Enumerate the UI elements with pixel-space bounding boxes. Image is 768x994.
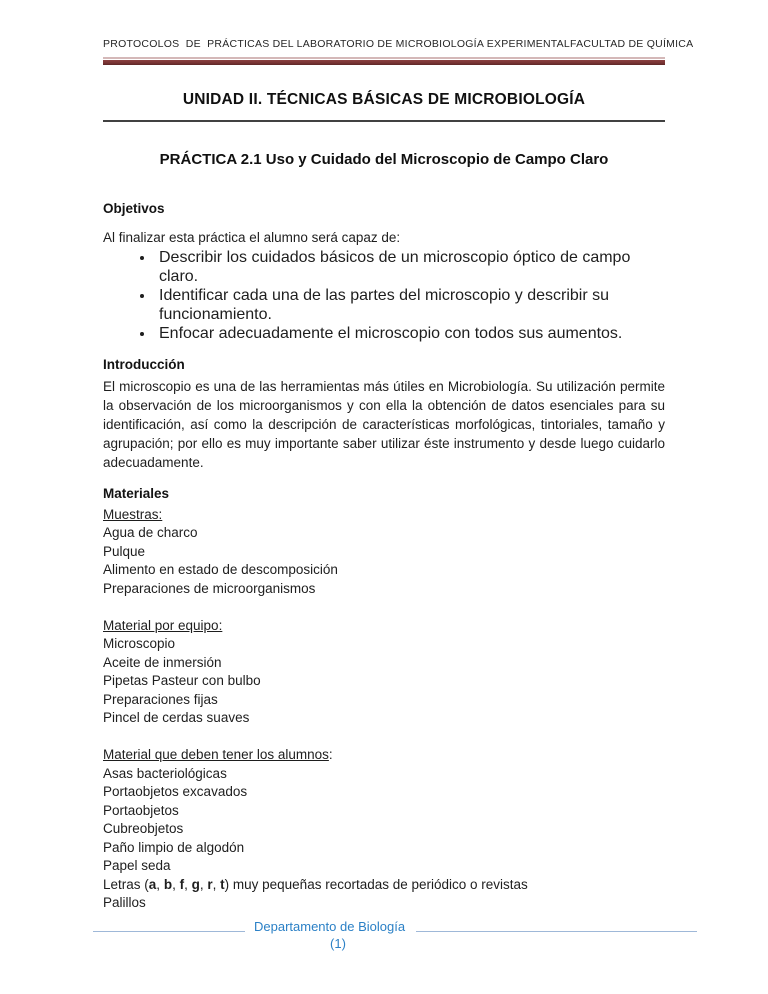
document-content	[0, 38, 768, 913]
material-item: Alimento en estado de descomposición	[103, 562, 338, 578]
material-group	[103, 617, 665, 728]
unit-title-rule	[103, 120, 665, 122]
material-group-title: Muestras:	[103, 506, 163, 522]
material-group-title: Material por equipo:	[103, 617, 223, 633]
material-item: Preparaciones fijas	[103, 691, 218, 707]
material-group-title: Material que deben tener los alumnos:	[103, 747, 333, 763]
introduction-heading: Introducción	[103, 356, 185, 372]
objective-item: • Enfocar adecuadamente el microscopio con todos sus aumentos.	[155, 324, 665, 343]
objectives-heading: Objetivos	[103, 201, 165, 216]
material-item: Pulque	[103, 543, 146, 559]
material-group	[103, 746, 665, 913]
material-item: Letras (a, b, f, g, r, t) muy pequeñas recortadas de periódico o revistas	[103, 876, 528, 892]
material-item: Pipetas Pasteur con bulbo	[103, 673, 261, 689]
header-left-text: PROTOCOLOS DE PRÁCTICAS DEL LABORATORIO DE MICROBIOLOGÍA EXPERIMENTAL	[103, 38, 571, 50]
header-right-text: FACULTAD DE QUÍMICA	[570, 38, 694, 50]
objective-item: • Identificar cada una de las partes del microscopio y describir su funcionamiento.	[155, 286, 665, 324]
footer-rule-right	[416, 931, 697, 932]
objective-item: • Describir los cuidados básicos de un microscopio óptico de campo claro.	[155, 248, 665, 286]
objectives-intro: Al finalizar esta práctica el alumno será capaz de:	[103, 230, 401, 245]
materials-heading: Materiales	[103, 485, 170, 501]
materials-groups	[103, 506, 665, 913]
material-item: Aceite de inmersión	[103, 654, 222, 670]
objectives-list	[103, 248, 665, 343]
material-item: Pincel de cerdas suaves	[103, 710, 250, 726]
footer-rule-left	[93, 931, 245, 932]
introduction-text: El microscopio es una de las herramientas más útiles en Microbiología. Su utilización permite la observación de los microorganismos y con ella la obtención de datos esenciales para su identificación, así como la descripción de características morfológicas, tintoriales, tamaño y agrupación; por ello es muy importante saber utilizar éste instrumento y desde luego cuidarlo adecuadamente.	[103, 378, 665, 471]
material-item: Cubreobjetos	[103, 821, 184, 837]
page-footer	[93, 919, 697, 951]
material-item: Palillos	[103, 895, 146, 911]
material-item: Paño limpio de algodón	[103, 839, 245, 855]
footer-page-number: (1)	[330, 936, 346, 951]
material-item: Microscopio	[103, 636, 176, 652]
unit-title: UNIDAD II. TÉCNICAS BÁSICAS DE MICROBIOLOGÍA	[182, 91, 586, 108]
material-group	[103, 506, 665, 599]
material-item: Portaobjetos excavados	[103, 784, 248, 800]
header-rule-dark-line	[103, 60, 665, 65]
material-item: Agua de charco	[103, 525, 198, 541]
material-item: Asas bacteriológicas	[103, 765, 227, 781]
footer-department: Departamento de Biología	[254, 919, 406, 934]
header-rule	[103, 57, 665, 65]
material-item: Portaobjetos	[103, 802, 179, 818]
header-row	[103, 38, 694, 50]
footer-row	[93, 919, 697, 934]
page-header	[103, 38, 694, 65]
material-item: Preparaciones de microorganismos	[103, 580, 316, 596]
practice-title: PRÁCTICA 2.1 Uso y Cuidado del Microscopio de Campo Claro	[159, 151, 609, 168]
material-item: Papel seda	[103, 858, 171, 874]
